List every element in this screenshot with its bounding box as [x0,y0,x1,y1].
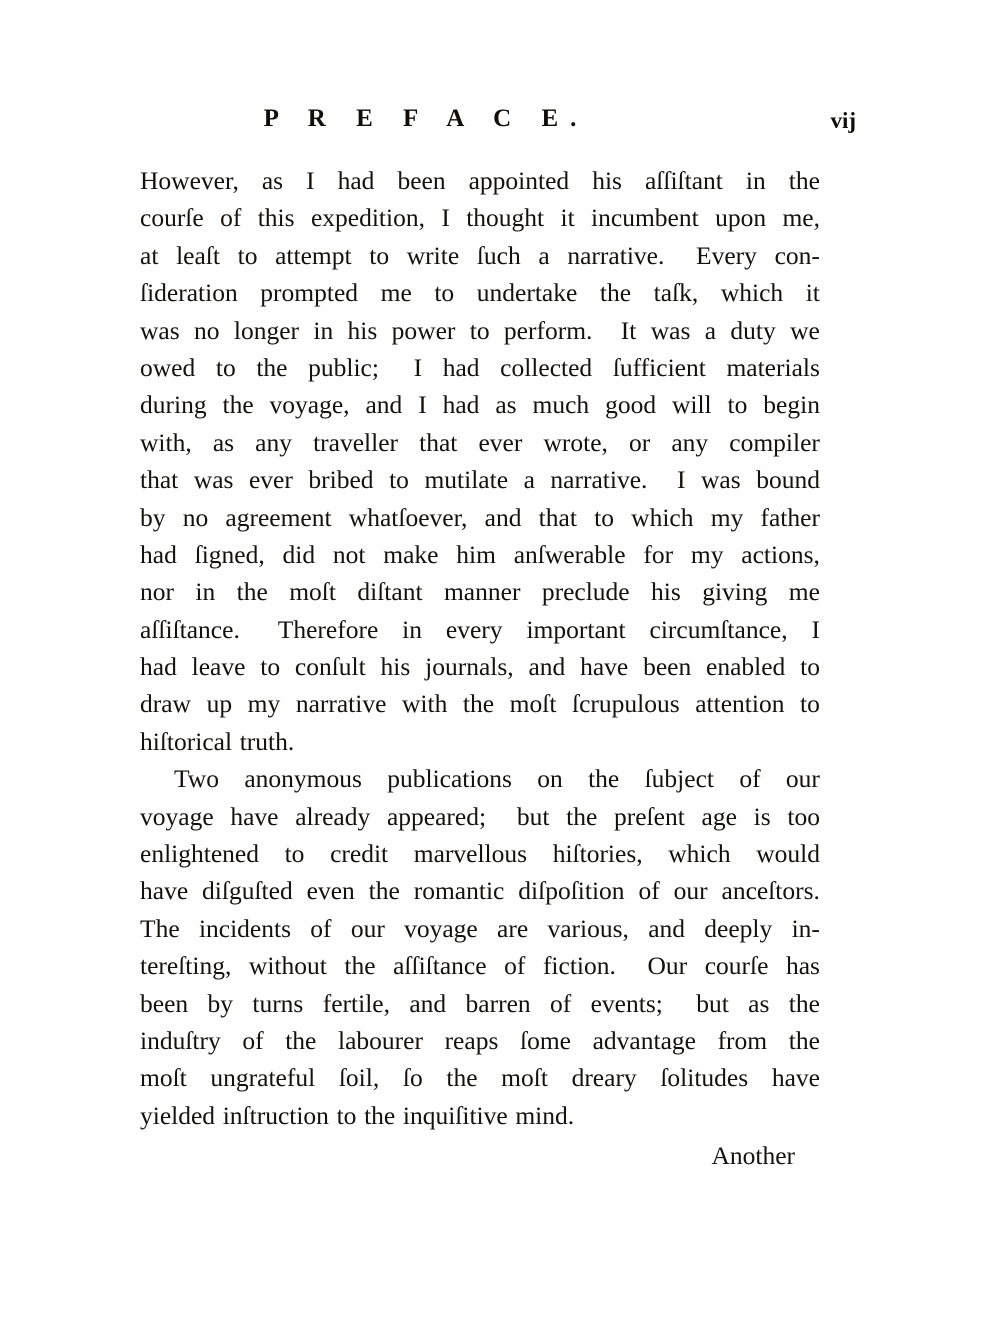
word: narrative [295,689,387,719]
word: the [788,988,820,1018]
word: ever [478,427,523,457]
word: father [760,502,820,532]
word: was [193,465,234,495]
word: However, [140,166,239,195]
word: anceſtors. [721,876,820,906]
word: his [347,315,378,345]
text-line [140,461,820,498]
word: as [748,988,770,1018]
word: voyage, [269,390,350,420]
running-head [140,104,856,138]
word: to [369,240,390,270]
word: the [462,689,495,719]
word: ſuch [476,240,521,270]
text-line [140,274,820,311]
text-line [140,424,820,461]
body-text [140,162,820,1134]
text-line [140,237,820,274]
word: voyage [404,913,478,943]
word: wrote, [543,427,608,457]
word: appeared; [386,801,487,831]
word: marvellous [413,839,528,869]
word: on [537,764,563,794]
text-line [140,648,820,685]
text-line [140,947,820,984]
word: tereſting, [140,951,232,981]
word: narrative. [567,240,665,270]
word: events; [590,988,663,1018]
word: credit [330,839,389,869]
word: the [344,951,376,981]
word: without [248,951,327,981]
word: traveller [313,427,399,457]
word: to [389,465,409,495]
word: diſpoſition [518,876,625,906]
word: with, [140,427,192,457]
word: the [364,1100,396,1130]
word: as [212,427,235,457]
word: fertile, [322,988,390,1018]
word: moſt [289,577,336,607]
word: It [620,315,637,345]
word: to [215,352,236,382]
word: Two [174,764,219,794]
word: leave [191,652,246,682]
word: in [402,614,423,644]
word: no [182,502,209,532]
word: good [605,390,657,420]
word: for [643,539,674,569]
word: in [313,315,334,345]
word: diſguſted [202,876,293,906]
word: bribed [308,465,374,495]
word: dreary [571,1063,637,1093]
word: has [785,951,820,981]
word: con- [774,240,820,270]
word: but [696,988,729,1018]
word: that [538,502,577,532]
word: enabled [706,652,786,682]
word: expedition, [310,203,425,233]
word: ever [248,465,293,495]
word: by [140,502,166,532]
text-line [140,872,820,909]
word: had [442,390,480,420]
word: Every [696,240,757,270]
word: my [247,689,281,719]
word: write [406,240,460,270]
word: moſt [509,689,557,719]
word: been [140,988,189,1018]
word: inſtruction [222,1100,329,1130]
word: power [391,315,456,345]
word: diſtant [357,577,423,607]
word: the [788,166,820,195]
word: to [469,315,490,345]
word: it [560,203,575,233]
word: him [456,539,496,569]
word: had [337,166,375,195]
word: and [365,390,403,420]
text-line [140,386,820,423]
word: of [242,1025,264,1055]
word: in- [791,913,820,943]
word: been [397,166,446,195]
word: the [599,278,632,308]
word: undertake [476,278,578,308]
word: the [566,801,598,831]
text-line [140,199,820,236]
word: I [441,203,450,233]
word: prompted [260,278,359,308]
text-line [140,723,820,760]
word: mind. [515,1100,575,1130]
paragraph-2 [140,760,820,1134]
catchword: Another [711,1141,795,1170]
word: have [580,652,629,682]
word: the [222,390,254,420]
word: from [717,1025,768,1055]
word: ſideration [140,278,238,308]
word: of [310,913,332,943]
text-line [140,1059,820,1096]
word: his [592,166,622,195]
word: incidents [198,913,292,943]
word: ſolitudes [660,1063,749,1093]
word: had [140,539,177,569]
word: perform. [503,315,593,345]
word: moſt [140,1063,187,1093]
word: attention [695,689,785,719]
word: and [648,913,686,943]
word: Our [647,951,688,981]
word: of [638,876,660,906]
word: The [140,913,180,943]
word: did [282,539,316,569]
word: hiſtorical [140,726,233,756]
word: the [285,1025,317,1055]
word: draw [140,689,191,719]
word: already [295,801,371,831]
word: as [495,390,517,420]
word: will [671,390,712,420]
text-line [140,1097,820,1134]
word: to [284,839,305,869]
word: as [261,166,284,195]
word: it [805,278,820,308]
word: me [788,577,820,607]
word: manner [443,577,521,607]
word: his [380,652,411,682]
word: a [704,315,717,345]
word: ſo [402,1063,423,1093]
text-line [140,798,820,835]
word: I [811,614,820,644]
word: to [594,502,614,532]
word: ſcrupulous [572,689,680,719]
word: of [739,764,761,794]
word: truth. [239,726,295,756]
word: courſe [704,951,769,981]
word: whatſoever, [348,502,468,532]
word: me, [782,203,820,233]
word: ungrateful [210,1063,316,1093]
word: advantage [592,1025,696,1055]
word: to [434,278,455,308]
word: materials [726,352,820,382]
word: by [207,988,233,1018]
word: was [650,315,691,345]
word: the [588,764,620,794]
word: anſwerable [513,539,626,569]
word: been [643,652,692,682]
word: barren [465,988,531,1018]
word: various, [547,913,629,943]
word: duty [730,315,776,345]
word: yielded [140,1100,216,1130]
text-line [140,1022,820,1059]
word: my [690,539,724,569]
word: to [336,1100,357,1130]
word: was [700,465,741,495]
word: leaſt [176,240,220,270]
word: are [497,913,529,943]
word: fiction. [542,951,616,981]
word: compiler [729,427,820,457]
word: actions, [741,539,820,569]
word: any [255,427,292,457]
word: journals, [425,652,514,682]
word: preſent [614,801,685,831]
word: induſtry [140,1025,221,1055]
word: this [257,203,295,233]
page-number: vij [830,108,856,133]
word: during [140,390,207,420]
word: our [785,764,820,794]
word: that [419,427,458,457]
word: have [230,801,279,831]
word: my [710,502,744,532]
word: much [532,390,590,420]
word: I [676,465,686,495]
word: to [237,240,258,270]
word: with [402,689,448,719]
text-line [140,499,820,536]
word: giving [702,577,768,607]
word: to [800,689,820,719]
word: up [206,689,233,719]
word: I [413,352,423,382]
word: in [195,577,216,607]
word: taſk, [653,278,699,308]
word: we [790,315,820,345]
word: the [256,352,288,382]
text-line [140,611,820,648]
word: any [671,427,709,457]
word: to [260,652,281,682]
word: in [745,166,766,195]
word: bound [756,465,820,495]
word: the [446,1063,478,1093]
word: not [332,539,366,569]
word: the [236,577,268,607]
word: hiſtories, [552,839,643,869]
word: ſome [519,1025,571,1055]
text-line [140,835,820,872]
word: a [523,465,535,495]
word: public; [308,352,379,382]
word: inquiſitive [402,1100,508,1130]
word: aſſiſtant [644,166,723,195]
word: make [383,539,439,569]
word: anonymous [244,764,362,794]
word: which [720,278,784,308]
text-line [140,985,820,1022]
word: is [753,801,771,831]
word: enlightened [140,839,259,869]
text-line [140,536,820,573]
word: that [140,465,179,495]
word: Therefore [277,614,379,644]
text-line [140,685,820,722]
word: attempt [275,240,352,270]
word: circumſtance, [649,614,788,644]
word: and [484,502,522,532]
word: to [800,652,820,682]
word: important [526,614,626,644]
word: mutilate [424,465,509,495]
word: a [538,240,550,270]
word: would [756,839,820,869]
text-line [140,760,820,797]
word: was [140,315,180,345]
word: even [306,876,355,906]
word: ſigned, [194,539,265,569]
word: owed [140,352,196,382]
word: of [504,951,526,981]
page-title: P R E F A C E. [263,105,589,132]
word: I [418,390,427,420]
word: of [550,988,572,1018]
word: the [368,876,400,906]
word: conſult [294,652,366,682]
word: labourer [337,1025,423,1055]
word: incumbent [591,203,699,233]
word: reaps [444,1025,499,1055]
word: aſſiſtance. [140,614,240,644]
word: ſoil, [338,1063,380,1093]
word: had [442,352,480,382]
word: have [771,1063,820,1093]
text-line [140,312,820,349]
word: of [220,203,242,233]
word: collected [500,352,593,382]
word: longer [233,315,300,345]
word: voyage [140,801,214,831]
word: or [628,427,651,457]
word: and [528,652,566,682]
word: age [701,801,737,831]
word: at [140,240,159,270]
word: ſubject [644,764,714,794]
word: aſſiſtance [393,951,487,981]
word: courſe [140,203,204,233]
word: no [194,315,220,345]
word: had [140,652,177,682]
word: me [380,278,412,308]
word: turns [252,988,304,1018]
text-line [140,910,820,947]
word: I [306,166,315,195]
word: thought [466,203,545,233]
text-line [140,349,820,386]
word: romantic [413,876,505,906]
word: and [409,988,447,1018]
word: our [673,876,708,906]
word: which [631,502,694,532]
word: appointed [468,166,570,195]
word: every [445,614,503,644]
word: too [787,801,820,831]
word: nor [140,577,174,607]
word: upon [715,203,767,233]
text-line [140,573,820,610]
word: deeply [704,913,773,943]
word: to [727,390,748,420]
word: agreement [225,502,332,532]
word: preclude [541,577,630,607]
paragraph-1 [140,162,820,760]
word: but [516,801,550,831]
text-line [140,162,820,199]
word: moſt [501,1063,548,1093]
word: the [788,1025,820,1055]
word: ſufficient [612,352,706,382]
word: his [651,577,681,607]
word: which [668,839,731,869]
word: narrative. [550,465,648,495]
word: begin [763,390,820,420]
word: publications [387,764,512,794]
word: have [140,876,189,906]
word: our [350,913,385,943]
